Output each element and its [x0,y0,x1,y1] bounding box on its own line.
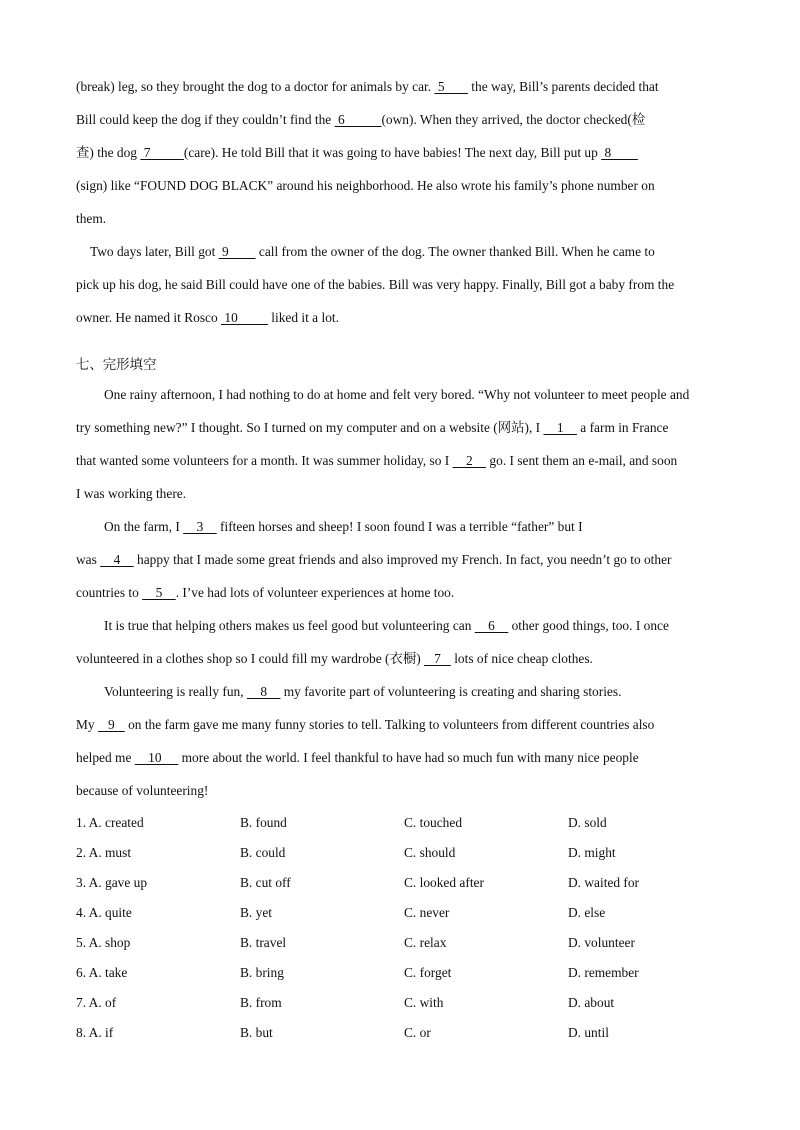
option-a: 1. A. created [76,815,144,830]
text-run: call from the owner of the dog. The owner thanked Bill. When he came to [255,244,655,259]
option-row [76,871,736,901]
option-a: 6. A. take [76,965,128,980]
option-a: 2. A. must [76,845,132,860]
text-run: I was working there. [76,486,187,501]
passage-b-line [76,382,736,415]
option-c: C. relax [404,935,447,950]
option-a: 5. A. shop [76,935,131,950]
text-run: go. I sent them an e-mail, and soon [486,453,678,468]
option-row [76,991,736,1021]
document-page [76,74,736,1051]
passage-b-line [76,580,736,613]
option-c: C. looked after [404,875,484,890]
passage-b-line [76,514,736,547]
option-d: D. volunteer [568,935,635,950]
option-b: B. but [240,1025,273,1040]
text-run: My [76,717,98,732]
option-a: 7. A. of [76,995,117,1010]
text-run: volunteered in a clothes shop so I could fill my wardrobe (衣橱) [76,651,425,666]
text-run: liked it a lot. [267,310,339,325]
text-run: pick up his dog, he said Bill could have one of the babies. Bill was very happy. Finally, Bill got a baby from the [76,277,675,292]
passage-b-line [76,778,736,811]
passage-b [76,382,736,811]
text-run: Volunteering is really fun, [104,684,247,699]
option-c: C. with [404,995,444,1010]
answer-blank: 7 [424,651,451,666]
text-run: on the farm gave me many funny stories to tell. Talking to volunteers from different countries also [124,717,655,732]
option-d: D. about [568,995,615,1010]
option-d: D. remember [568,965,639,980]
text-run: (sign) like “FOUND DOG BLACK” around his neighborhood. He also wrote his family’s phone number on [76,178,655,193]
text-run: happy that I made some great friends and also improved my French. In fact, you needn’t go to other [133,552,672,567]
answer-blank: 2 [452,453,487,468]
text-run: that wanted some volunteers for a month. It was summer holiday, so I [76,453,453,468]
passage-b-line [76,547,736,580]
option-d: D. else [568,905,606,920]
passage-a-line [76,173,736,206]
answer-blank: 8 [601,145,638,160]
answer-blank: 9 [97,717,125,732]
passage-b-line [76,448,736,481]
option-d: D. waited for [568,875,640,890]
passage-a-line [76,239,736,272]
option-b: B. yet [240,905,272,920]
option-d: D. until [568,1025,609,1040]
text-run: my favorite part of volunteering is creating and sharing stories. [280,684,622,699]
text-run: more about the world. I feel thankful to have had so much fun with many nice people [178,750,639,765]
text-run: Bill could keep the dog if they couldn’t find the [76,112,335,127]
option-c: C. or [404,1025,431,1040]
text-run: 查) the dog [76,145,141,160]
answer-blank: 10 [221,310,268,325]
answer-blank: 9 [218,244,256,259]
option-d: D. might [568,845,616,860]
passage-a [76,74,736,338]
passage-a-line [76,140,736,173]
option-row [76,841,736,871]
option-b: B. from [240,995,282,1010]
option-row [76,811,736,841]
passage-b-line [76,481,736,514]
text-run: other good things, too. I once [508,618,669,633]
text-run: (break) leg, so they brought the dog to a doctor for animals by car. [76,79,435,94]
option-c: C. never [404,905,450,920]
option-b: B. cut off [240,875,291,890]
text-run: owner. He named it Rosco [76,310,222,325]
text-run: a farm in France [576,420,669,435]
option-c: C. should [404,845,456,860]
option-b: B. found [240,815,287,830]
option-b: B. travel [240,935,287,950]
text-run: (own). When they arrived, the doctor checked(检 [381,112,646,127]
option-a: 8. A. if [76,1025,114,1040]
text-run: On the farm, I [104,519,184,534]
option-c: C. forget [404,965,452,980]
text-run: was [76,552,101,567]
answer-options [76,811,736,1051]
text-run: It is true that helping others makes us feel good but volunteering can [104,618,475,633]
passage-b-line [76,613,736,646]
passage-b-line [76,646,736,679]
passage-a-line [76,305,736,338]
passage-b-line [76,745,736,778]
text-run: lots of nice cheap clothes. [450,651,593,666]
option-b: B. could [240,845,286,860]
text-run: Two days later, Bill got [90,244,219,259]
answer-blank: 7 [140,145,184,160]
option-b: B. bring [240,965,284,980]
text-run: (care). He told Bill that it was going to have babies! The next day, Bill put up [183,145,602,160]
text-run: them. [76,211,107,226]
answer-blank: 4 [100,552,134,567]
text-run: helped me [76,750,135,765]
passage-a-line [76,206,736,239]
option-row [76,901,736,931]
text-run: countries to [76,585,143,600]
passage-b-line [76,415,736,448]
option-row [76,1021,736,1051]
answer-blank: 10 [134,750,179,765]
passage-b-line [76,712,736,745]
text-run: the way, Bill’s parents decided that [467,79,659,94]
text-run: One rainy afternoon, I had nothing to do at home and felt very bored. “Why not volunteer to meet people and [104,387,690,402]
section-title: 七、完形填空 [76,357,157,372]
option-c: C. touched [404,815,463,830]
text-run: . I’ve had lots of volunteer experiences at home too. [175,585,455,600]
answer-blank: 8 [246,684,281,699]
answer-blank: 1 [543,420,577,435]
answer-blank: 5 [434,79,468,94]
answer-blank: 6 [474,618,509,633]
answer-blank: 5 [142,585,176,600]
passage-a-line [76,107,736,140]
option-row [76,931,736,961]
option-d: D. sold [568,815,607,830]
passage-b-line [76,679,736,712]
text-run: fifteen horses and sheep! I soon found I was a terrible “father” but I [216,519,583,534]
answer-blank: 3 [183,519,217,534]
answer-blank: 6 [334,112,382,127]
option-a: 3. A. gave up [76,875,148,890]
option-row [76,961,736,991]
text-run: because of volunteering! [76,783,209,798]
option-a: 4. A. quite [76,905,132,920]
passage-a-line [76,272,736,305]
text-run: try something new?” I thought. So I turned on my computer and on a website (网站), I [76,420,544,435]
passage-a-line [76,74,736,107]
